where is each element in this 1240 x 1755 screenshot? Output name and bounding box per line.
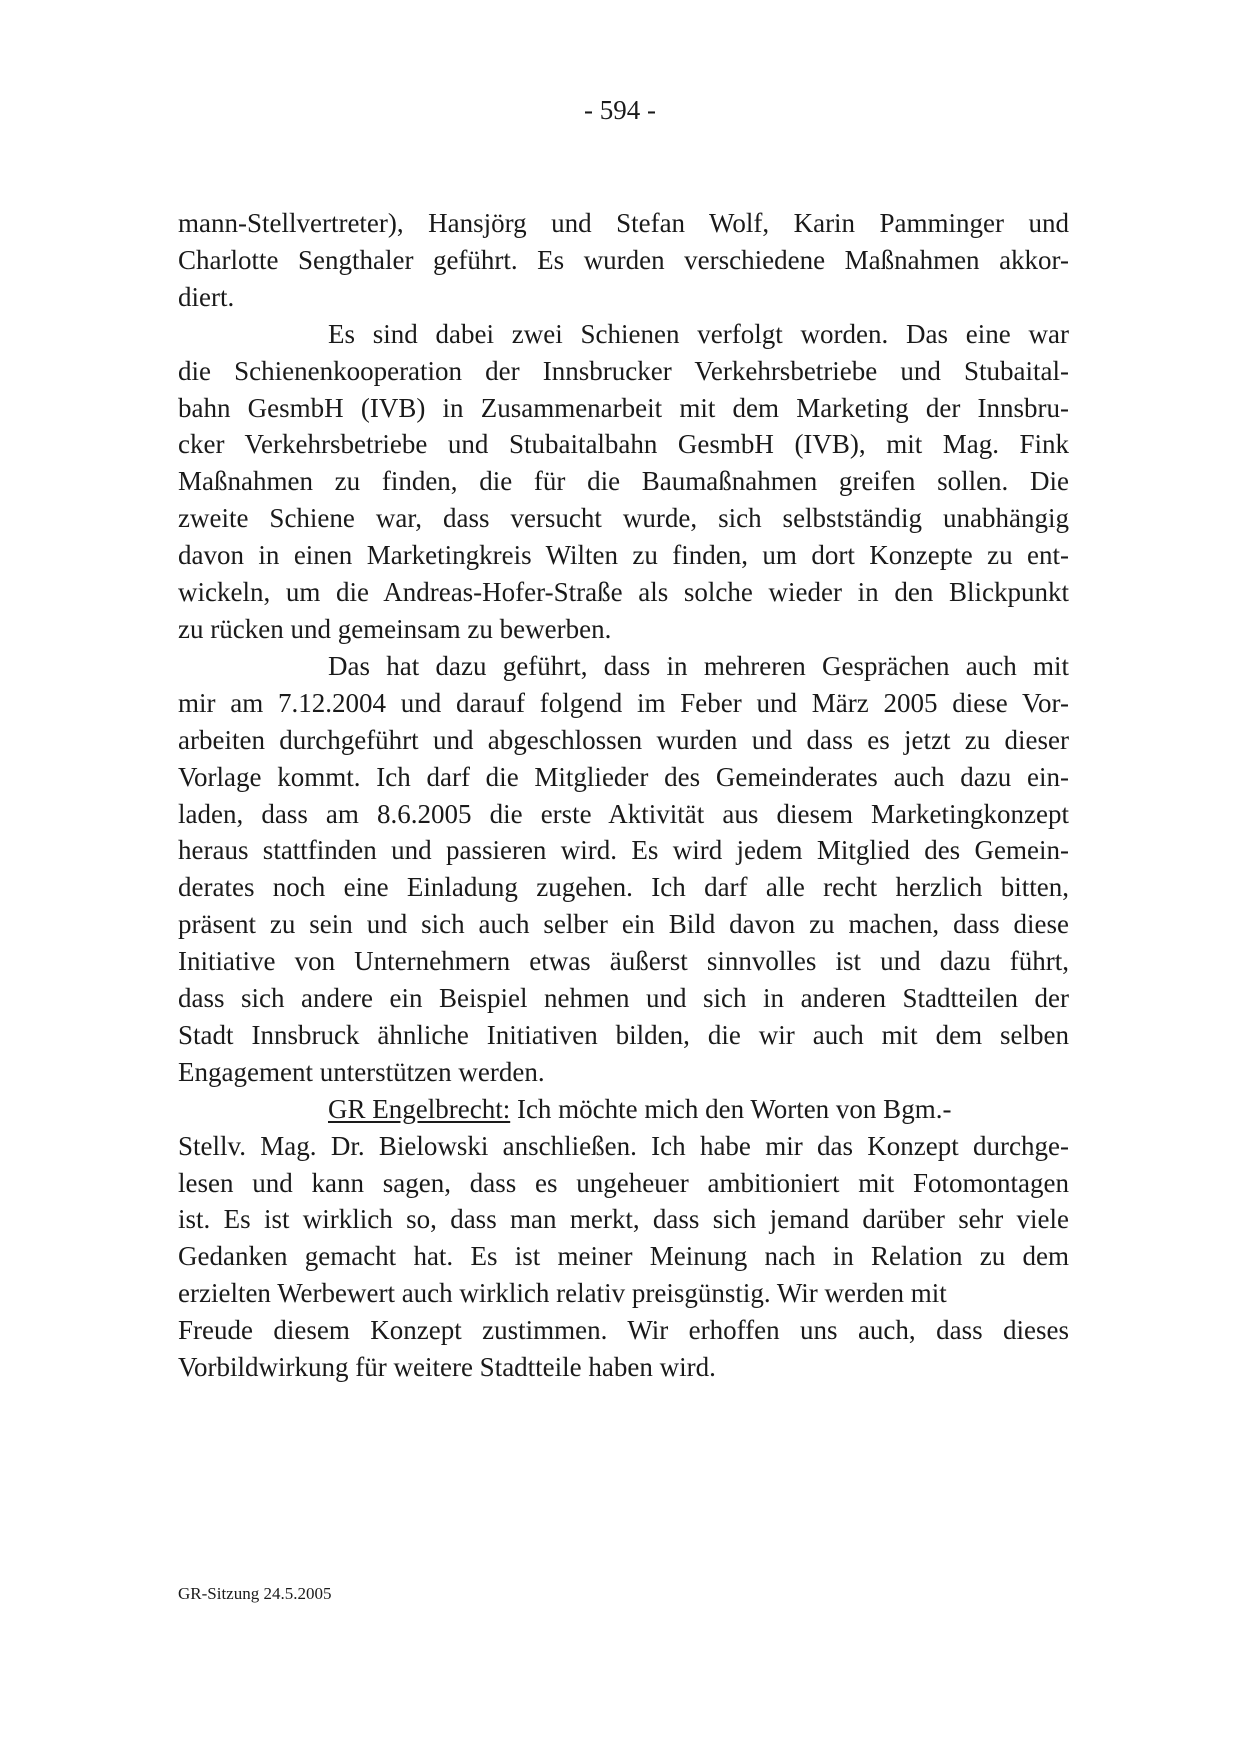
text-line: cker Verkehrsbetriebe und Stubaitalbahn GesmbH (IVB), mit Mag. Fink (178, 429, 1069, 460)
text-line: laden, dass am 8.6.2005 die erste Aktivität aus diesem Marketingkonzept (178, 798, 1069, 829)
text-line: Vorbildwirkung für weitere Stadtteile haben wird. (178, 1352, 716, 1383)
speech-block (178, 1091, 1069, 1386)
text-line: zweite Schiene war, dass versucht wurde, sich selbstständig unabhängig (178, 503, 1069, 534)
paragraph (178, 648, 1069, 1091)
text-line: wickeln, um die Andreas-Hofer-Straße als solche wieder in den Blickpunkt (178, 577, 1069, 608)
text-line: Engagement unterstützen werden. (178, 1056, 545, 1087)
text-line: Stellv. Mag. Dr. Bielowski anschließen. Ich habe mir das Konzept durchge- (178, 1130, 1069, 1161)
speech-first-line-text: Ich möchte mich den Worten von Bgm.- (510, 1093, 952, 1124)
text-line: präsent zu sein und sich auch selber ein Bild davon zu machen, dass diese (178, 909, 1069, 940)
text-line: Gedanken gemacht hat. Es ist meiner Meinung nach in Relation zu dem (178, 1241, 1069, 1272)
text-line: Freude diesem Konzept zustimmen. Wir erhoffen uns auch, dass dieses (178, 1315, 1069, 1346)
text-line: mann-Stellvertreter), Hansjörg und Stefan Wolf, Karin Pamminger und (178, 208, 1069, 238)
text-line: Charlotte Sengthaler geführt. Es wurden verschiedene Maßnahmen akkor- (178, 244, 1069, 275)
text-line: Es sind dabei zwei Schienen verfolgt worden. Das eine war (328, 318, 1069, 349)
text-line: lesen und kann sagen, dass es ungeheuer ambitioniert mit Fotomontagen (178, 1167, 1069, 1198)
text-line: derates noch eine Einladung zugehen. Ich darf alle recht herzlich bitten, (178, 872, 1069, 903)
document-body (178, 205, 1069, 1386)
text-line: arbeiten durchgeführt und abgeschlossen wurden und dass es jetzt zu dieser (178, 724, 1069, 755)
text-line: erzielten Werbewert auch wirklich relativ preisgünstig. Wir werden mit (178, 1278, 947, 1309)
speaker-name: GR Engelbrecht: (328, 1093, 511, 1124)
text-line: dass sich andere ein Beispiel nehmen und sich in anderen Stadtteilen der (178, 983, 1069, 1014)
paragraphs (178, 205, 1069, 1091)
text-line: Das hat dazu geführt, dass in mehreren Gesprächen auch mit (328, 650, 1069, 681)
paragraph (178, 316, 1069, 648)
speech-first-line (178, 1091, 1069, 1128)
text-line: davon in einen Marketingkreis Wilten zu finden, um dort Konzepte zu ent- (178, 540, 1069, 571)
text-line: Vorlage kommt. Ich darf die Mitglieder des Gemeinderates auch dazu ein- (178, 761, 1069, 792)
text-line: die Schienenkooperation der Innsbrucker Verkehrsbetriebe und Stubaital- (178, 355, 1069, 386)
speech-text (178, 1128, 1069, 1386)
paragraph (178, 205, 1069, 316)
text-line: mir am 7.12.2004 und darauf folgend im Feber und März 2005 diese Vor- (178, 687, 1069, 718)
footer-session-date: GR-Sitzung 24.5.2005 (178, 1584, 332, 1603)
text-line: Stadt Innsbruck ähnliche Initiativen bilden, die wir auch mit dem selben (178, 1019, 1069, 1050)
text-line: diert. (178, 281, 235, 312)
text-line: ist. Es ist wirklich so, dass man merkt, dass sich jemand darüber sehr viele (178, 1204, 1069, 1235)
page-number: - 594 - (584, 95, 656, 125)
text-line: heraus stattfinden und passieren wird. Es wird jedem Mitglied des Gemein- (178, 835, 1069, 866)
text-line: Maßnahmen zu finden, die für die Baumaßnahmen greifen sollen. Die (178, 466, 1069, 497)
text-line: zu rücken und gemeinsam zu bewerben. (178, 613, 612, 644)
text-line: bahn GesmbH (IVB) in Zusammenarbeit mit dem Marketing der Innsbru- (178, 392, 1069, 423)
text-line: Initiative von Unternehmern etwas äußerst sinnvolles ist und dazu führt, (178, 946, 1069, 977)
